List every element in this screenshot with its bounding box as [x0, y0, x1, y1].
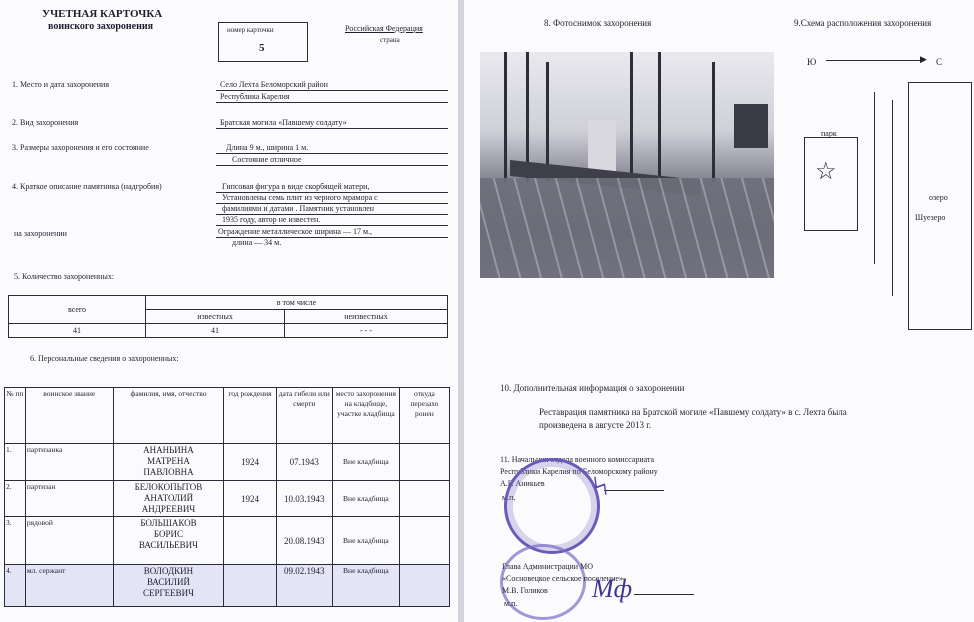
field1-line1	[216, 90, 448, 91]
row-name	[113, 481, 224, 517]
field2-line	[216, 128, 448, 129]
field4b-value2: длина — 34 м.	[232, 238, 282, 247]
field1-value1: Село Лехта Беломорский район	[220, 80, 328, 89]
header-place: место захоронения на кладбище, участке кладбища	[332, 388, 399, 444]
photo-house	[734, 104, 768, 148]
row-place: Вне кладбища	[332, 481, 399, 517]
row-name	[113, 444, 224, 481]
field1-value2: Республика Карелия	[220, 92, 290, 101]
row-year: 1924	[224, 444, 276, 481]
name-surname: ВОЛОДКИН	[143, 566, 194, 576]
card-number-label: номер карточки	[227, 26, 274, 34]
counts-known-value: 41	[146, 324, 285, 338]
row-death: 09.02.1943	[276, 565, 332, 607]
direction-arrow-line	[826, 60, 924, 61]
extra-info-text2: произведена в августе 2013 г.	[539, 420, 652, 430]
row-num: 3.	[5, 517, 26, 565]
country-label: страна	[380, 36, 400, 44]
photo-tree	[504, 52, 507, 182]
row-from	[399, 444, 449, 481]
row-name	[113, 517, 224, 565]
row-rank: мл. сержант	[25, 565, 113, 607]
sign2-signature-line	[634, 594, 694, 595]
name-patronymic: СЕРГЕЕВИЧ	[142, 588, 195, 598]
road-line	[874, 92, 875, 264]
right-page	[464, 0, 974, 622]
name-surname: БЕЛОКОПЫТОВ	[134, 482, 203, 492]
counts-total-value: 41	[9, 324, 146, 338]
card-number-box	[218, 22, 308, 62]
field4-line4	[216, 225, 448, 226]
star-icon: ☆	[815, 159, 837, 185]
signature-mark: ϟ	[588, 468, 613, 505]
card-subtitle: воинского захоронения	[48, 21, 154, 32]
counts-section-label: 5. Количество захороненных:	[14, 272, 115, 281]
field3-line2	[216, 165, 448, 166]
name-first: ВАСИЛИЙ	[146, 577, 191, 587]
row-death: 20.08.1943	[276, 517, 332, 565]
name-patronymic: ПАВЛОВНА	[143, 467, 194, 477]
counts-unknown-header: неизвестных	[285, 310, 448, 324]
row-year	[224, 517, 276, 565]
arrow-head-icon: ▶	[920, 54, 927, 64]
signature-mark: Мф	[592, 574, 633, 603]
row-rank: рядовой	[25, 517, 113, 565]
name-first: АНАТОЛИЙ	[143, 493, 194, 503]
country-value: Российская Федерация	[345, 24, 423, 33]
name-patronymic: АНДРЕЕВИЧ	[141, 504, 196, 514]
name-first: МАТРЕНА	[147, 456, 190, 466]
row-death: 07.1943	[276, 444, 332, 481]
sign1-line1: 11. Начальник отдела военного комиссариата	[500, 455, 655, 464]
sign1-line2: Республики Карелия по Беломорскому району	[500, 467, 658, 476]
sign2-name: М.В. Голиков	[502, 586, 548, 595]
counts-including-header: в том числе	[146, 296, 448, 310]
photo-tree	[712, 62, 715, 182]
photo-label: 8. Фотоснимок захоронения	[544, 18, 652, 28]
table-row	[5, 517, 450, 565]
stamp-seal	[504, 458, 600, 554]
name-patronymic: ВАСИЛЬЕВИЧ	[138, 540, 199, 550]
row-year	[224, 565, 276, 607]
extra-info-label: 10. Дополнительная информация о захоронении	[500, 383, 685, 393]
sign1-signature-line	[604, 490, 664, 491]
sign2-mp: м.п.	[504, 599, 518, 608]
photo-monument	[588, 120, 616, 172]
table-row	[5, 444, 450, 481]
row-place: Вне кладбища	[332, 517, 399, 565]
field4-value1: Гипсовая фигура в виде скорбящей матери,	[222, 182, 370, 191]
row-num: 1.	[5, 444, 26, 481]
header-num: № пп	[5, 388, 26, 444]
header-year: год рождения	[224, 388, 276, 444]
sign2-line2: «Сосновецкое сельское поселение»	[502, 574, 623, 583]
sign1-name: А.Г. Аникьев	[500, 479, 545, 488]
lake-area	[908, 82, 972, 330]
field3-line1	[216, 153, 448, 154]
lake-name: Шуезеро	[915, 213, 946, 222]
park-area	[804, 137, 858, 231]
card-title: УЧЕТНАЯ КАРТОЧКА	[42, 8, 163, 20]
row-death: 10.03.1943	[276, 481, 332, 517]
name-surname: БОЛЬШАКОВ	[140, 518, 197, 528]
counts-known-header: известных	[146, 310, 285, 324]
table-row	[5, 565, 450, 607]
extra-info-text1: Реставрация памятника на Братской могиле «Павшему солдату» в с. Лехта была	[539, 407, 847, 417]
photo-slabs	[480, 178, 774, 278]
photo-tree	[658, 52, 661, 182]
field4-value3: фамилиями и датами . Памятник установлен	[222, 204, 375, 213]
photo-tree	[630, 52, 633, 182]
sign1-mp: м.п.	[502, 493, 516, 502]
counts-unknown-value: - - -	[285, 324, 448, 338]
table-row	[5, 481, 450, 517]
row-year: 1924	[224, 481, 276, 517]
dir-south: Ю	[807, 57, 817, 67]
field4-value2: Установлены семь плит из черного мрамора с	[222, 193, 378, 202]
card-number: 5	[259, 42, 265, 54]
row-from	[399, 481, 449, 517]
field2-value: Братская могила «Павшему солдату»	[220, 118, 347, 127]
park-label: парк	[821, 129, 837, 138]
field4-value4: 1935 году, автор не известен.	[222, 215, 321, 224]
header-name: фамилия, имя, отчество	[113, 388, 224, 444]
header-from: откуда перезахо ронен	[399, 388, 449, 444]
field3-value1: Длина 9 м., ширина 1 м.	[226, 143, 309, 152]
row-place: Вне кладбища	[332, 444, 399, 481]
row-num: 2.	[5, 481, 26, 517]
burial-photo	[480, 52, 774, 278]
field3-value2: Состояние отличное	[232, 155, 302, 164]
field1-line2	[216, 102, 448, 103]
name-surname: АНАНЬИНА	[143, 445, 194, 455]
row-name	[113, 565, 224, 607]
field4b-value1: Ограждение металлическое ширина — 17 м.,	[218, 227, 373, 236]
scheme-label: 9.Схема расположения захоронения	[794, 18, 932, 28]
row-rank: партизанка	[25, 444, 113, 481]
field2-label: 2. Вид захоронения	[12, 118, 79, 127]
dir-north: С	[936, 57, 943, 67]
field1-label: 1. Место и дата захоронения	[12, 80, 110, 89]
row-rank: партизан	[25, 481, 113, 517]
field4b-label: на захоронении	[14, 229, 67, 238]
row-from	[399, 517, 449, 565]
persons-table	[4, 387, 450, 607]
field4-label: 4. Краткое описание памятника (надгробия)	[12, 182, 162, 191]
road-line	[892, 100, 893, 296]
sign2-line1: Глава Администрации МО	[502, 562, 593, 571]
counts-table	[8, 295, 448, 338]
header-death: дата гибели или смерти	[276, 388, 332, 444]
field3-label: 3. Размеры захоронения и его состояние	[12, 143, 149, 152]
counts-total-header: всего	[9, 296, 146, 324]
lake-label: озеро	[929, 193, 948, 202]
row-num: 4.	[5, 565, 26, 607]
row-from	[399, 565, 449, 607]
left-page	[0, 0, 458, 622]
persons-section-label: 6. Персональные сведения о захороненных:	[30, 354, 179, 363]
header-rank: воинское звание	[25, 388, 113, 444]
name-first: БОРИС	[153, 529, 184, 539]
row-place: Вне кладбища	[332, 565, 399, 607]
